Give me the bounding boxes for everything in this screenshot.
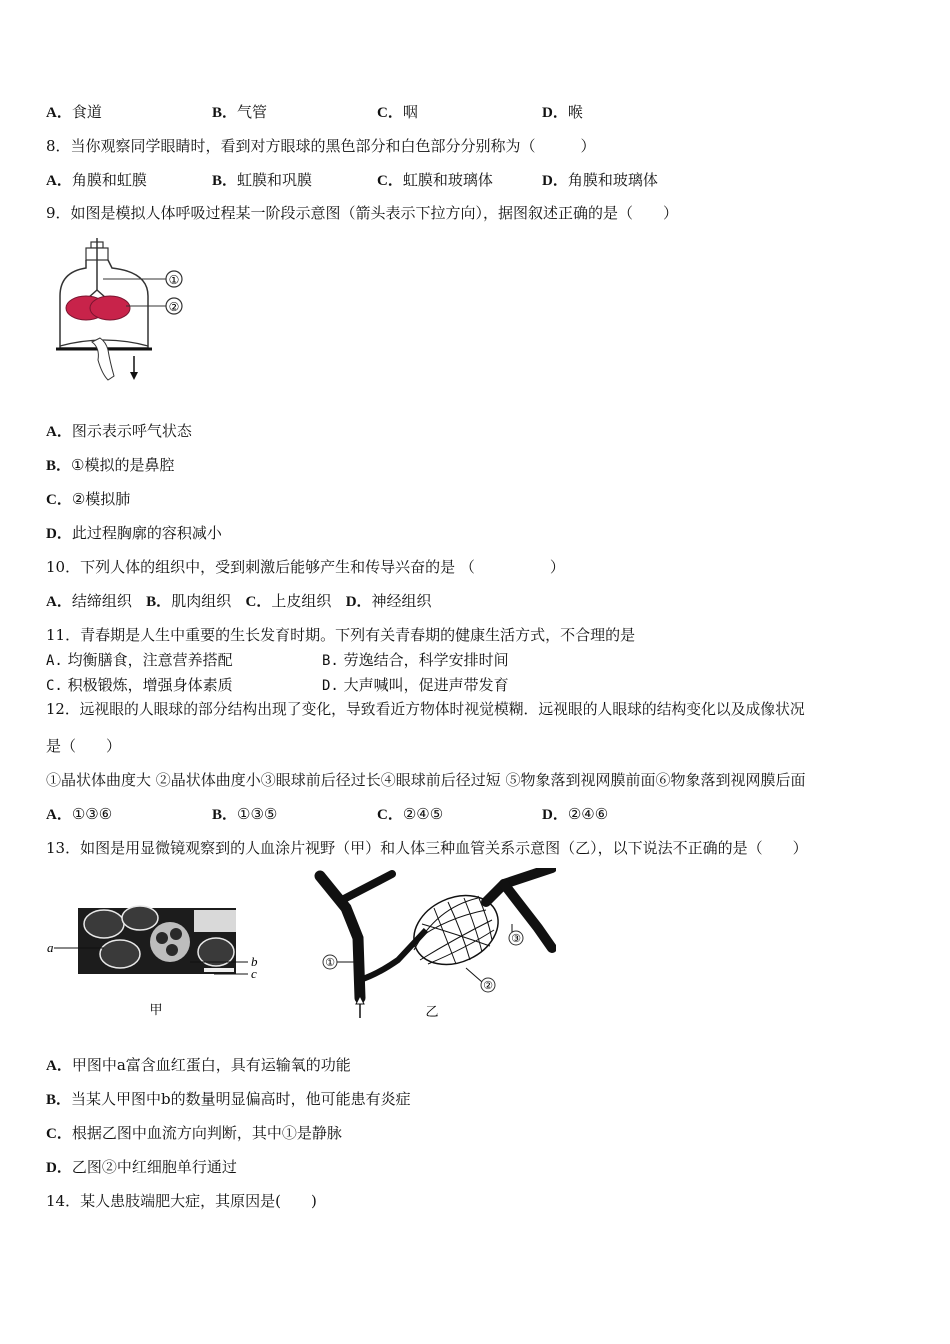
pointer-2 <box>466 968 482 982</box>
q9-bell-jar-figure <box>50 238 195 383</box>
q8-option-c: C．虹膜和玻璃体 <box>377 171 493 189</box>
vessel-connector <box>360 930 426 980</box>
q7-option-a: A．食道 <box>46 103 102 121</box>
q7-option-c: C．咽 <box>377 103 418 121</box>
q8-option-a: A．角膜和虹膜 <box>46 171 147 189</box>
smear-light-patch <box>194 910 236 932</box>
q11-option-a: A. 均衡膳食，注意营养搭配 <box>46 651 233 669</box>
q10-stem: 10．下列人体的组织中，受到刺激后能够产生和传导兴奋的是 （ ） <box>46 558 565 576</box>
q12-option-c: C．②④⑤ <box>377 805 444 823</box>
q13-label-b: b <box>251 954 258 969</box>
q13-caption-yi: 乙 <box>425 1004 439 1019</box>
q13-option-a: A．甲图中a富含血红蛋白，具有运输氧的功能 <box>46 1056 351 1074</box>
q12-stem-line1: 12．远视眼的人眼球的部分结构出现了变化，导致看近方物体时视觉模糊．远视眼的人眼球的结构变化以及成像状况 <box>46 701 805 718</box>
q9-option-a: A．图示表示呼气状态 <box>46 422 192 440</box>
q11-stem: 11．青春期是人生中重要的生长发育时期。下列有关青春期的健康生活方式，不合理的是 <box>46 626 636 644</box>
q8-stem: 8．当你观察同学眼睛时，看到对方眼球的黑色部分和白色部分分别称为（ ） <box>46 137 596 155</box>
q9-marker-1: ① <box>168 273 180 287</box>
q12-option-a: A．①③⑥ <box>46 805 113 823</box>
red-blood-cell <box>84 910 124 938</box>
q9-stem: 9．如图是模拟人体呼吸过程某一阶段示意图（箭头表示下拉方向），据图叙述正确的是（ ） <box>46 204 679 222</box>
q9-marker-2: ② <box>168 300 180 314</box>
q13-label-a: a <box>47 940 54 955</box>
q7-option-d: D．喉 <box>542 103 583 121</box>
q13-option-d: D．乙图②中红细胞单行通过 <box>46 1158 237 1176</box>
pulling-hand <box>92 338 114 380</box>
q13-caption-jia: 甲 <box>149 1002 163 1017</box>
q9-option-b: B．①模拟的是鼻腔 <box>46 456 175 474</box>
q13-label-c: c <box>251 966 257 981</box>
wbc-nucleus-lobe <box>156 932 168 944</box>
platelet <box>204 968 234 972</box>
q9-option-d: D．此过程胸廓的容积减小 <box>46 524 222 542</box>
q12-option-d: D．②④⑥ <box>542 805 609 823</box>
q13-option-c: C．根据乙图中血流方向判断，其中①是静脉 <box>46 1124 342 1142</box>
right-balloon-lung <box>90 296 130 320</box>
red-blood-cell <box>122 906 158 930</box>
wbc-nucleus-lobe <box>170 928 182 940</box>
red-blood-cell <box>100 940 140 968</box>
q11-option-d: D. 大声喊叫，促进声带发育 <box>322 676 509 694</box>
wbc-nucleus-lobe <box>166 944 178 956</box>
q13-marker-1: ① <box>325 956 335 969</box>
q8-option-b: B．虹膜和巩膜 <box>212 171 313 189</box>
q13-stem: 13．如图是用显微镜观察到的人血涂片视野（甲）和人体三种血管关系示意图（乙），以下说法不正确的是（ ） <box>46 839 808 857</box>
q8-option-d: D．角膜和玻璃体 <box>542 171 658 189</box>
q13-blood-smear-figure <box>44 896 268 1024</box>
q9-option-c: C．②模拟肺 <box>46 490 131 508</box>
q12-stem-line2: 是（ ） <box>46 737 122 755</box>
vessel-1-branch <box>342 874 392 900</box>
pull-arrow-head <box>130 372 138 380</box>
q11-option-c: C. 积极锻炼，增强身体素质 <box>46 676 233 694</box>
white-blood-cell <box>150 922 190 962</box>
q13-blood-vessels-figure <box>306 868 556 1026</box>
q11-option-b: B. 劳逸结合，科学安排时间 <box>322 651 509 669</box>
q13-option-b: B．当某人甲图中b的数量明显偏高时，他可能患有炎症 <box>46 1090 411 1108</box>
q12-option-b: B．①③⑤ <box>212 805 278 823</box>
q13-marker-2: ② <box>483 979 493 992</box>
q13-marker-3: ③ <box>511 932 521 945</box>
q10-options: A．结缔组织 B．肌肉组织 C．上皮组织 D．神经组织 <box>46 592 432 610</box>
q12-choices: ①晶状体曲度大 ②晶状体曲度小③眼球前后径过长④眼球前后径过短 ⑤物象落到视网膜前面⑥物象落到视网膜后面 <box>46 771 806 789</box>
q14-stem: 14．某人患肢端肥大症，其原因是( ) <box>46 1192 317 1210</box>
q7-option-b: B．气管 <box>212 103 268 121</box>
